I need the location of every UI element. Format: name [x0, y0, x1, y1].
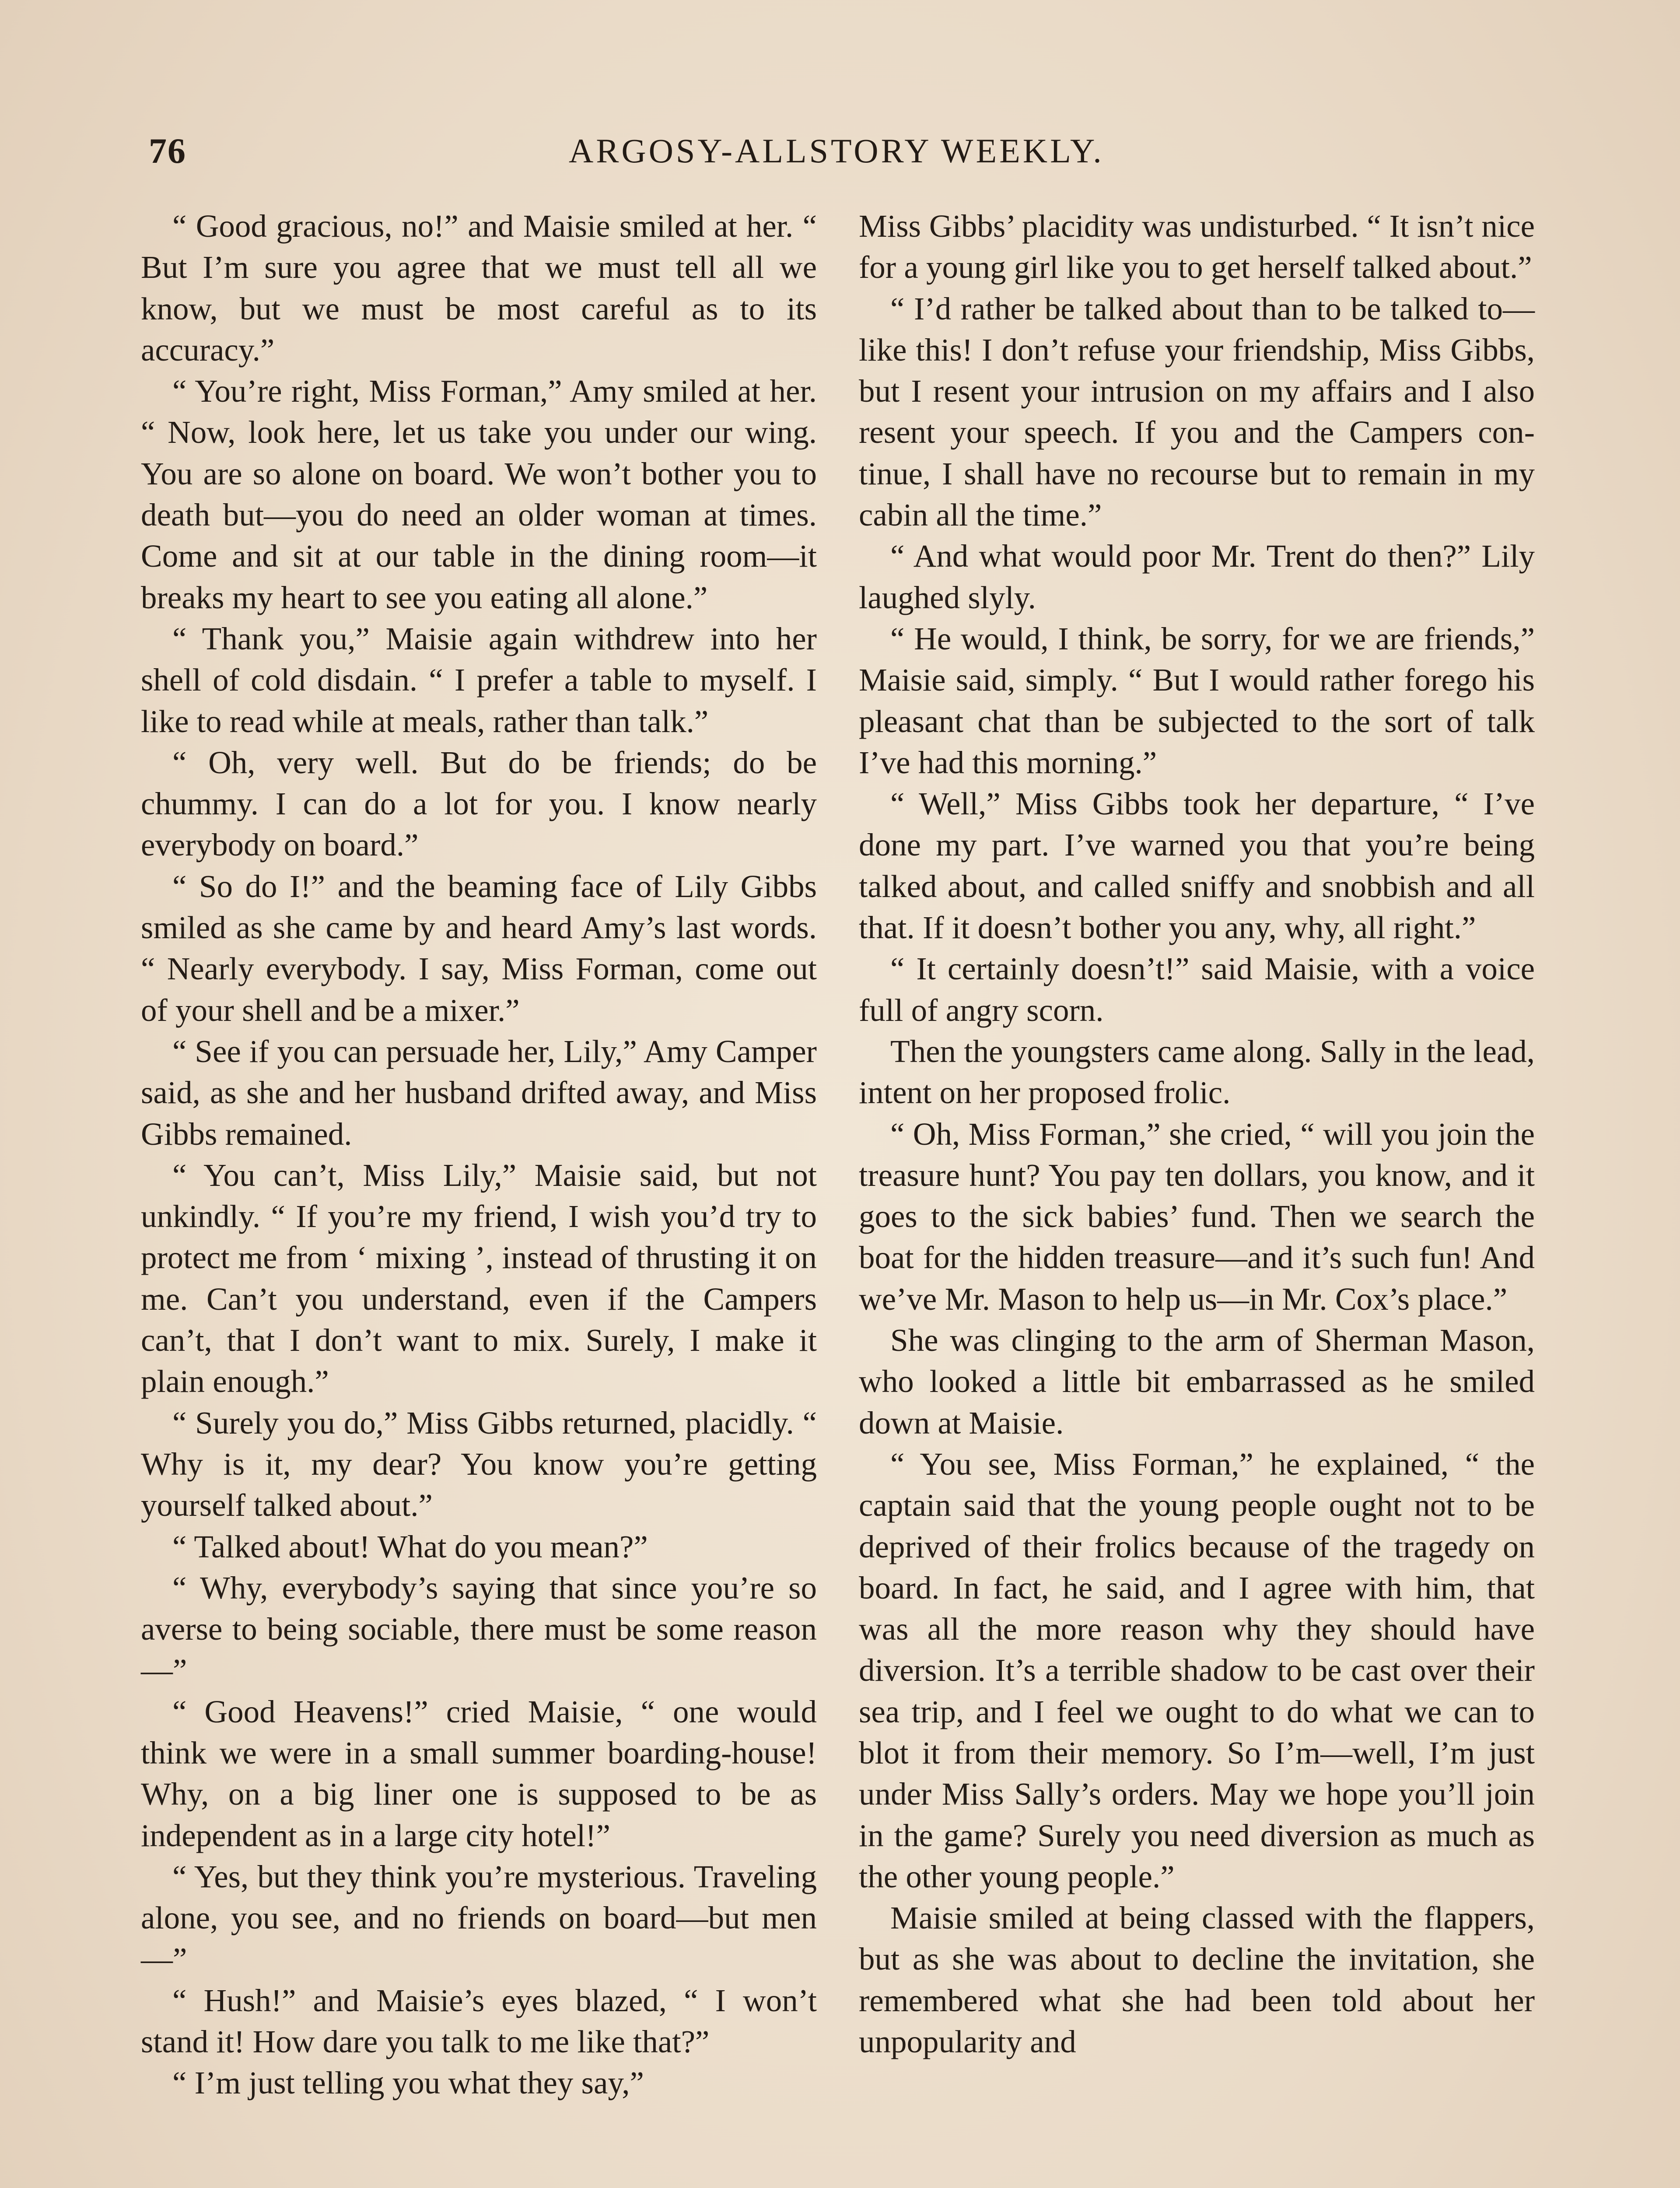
paragraph: “ Surely you do,” Miss Gibbs returned, placidly. “ Why is it, my dear? You know you’re getting yourself talked about.”: [141, 1405, 817, 1523]
paragraph: “ Hush!” and Maisie’s eyes blazed, “ I won’t stand it! How dare you talk to me like that?”: [141, 1982, 817, 2060]
paragraph: “ See if you can persuade her, Lily,” Amy Camper said, as she and her husband drifted away, and Miss Gibbs remained.: [141, 1033, 817, 1152]
paragraph: Miss Gibbs’ placidity was undisturbed. “ It isn’t nice for a young girl like you to get herself talked about.”: [859, 208, 1535, 285]
paragraph: She was clinging to the arm of Sherman Mason, who looked a little bit embarrassed as he smiled down at Maisie.: [859, 1322, 1535, 1441]
right-column: [859, 206, 1535, 2062]
paragraph: Maisie smiled at being classed with the flappers, but as she was about to decline the invitation, she remembered what she had been told about her unpopularity and: [859, 1900, 1535, 2060]
paragraph: “ I’d rather be talked about than to be talked to—like this! I don’t refuse your friendship, Miss Gibbs, but I resent your intrusion on my affairs and I also resent your speech. If you and the Campers continue, I shall have no recourse but to remain in my cabin all the time.”: [859, 291, 1535, 533]
paragraph: “ Talked about! What do you mean?”: [172, 1529, 648, 1564]
paragraph: “ So do I!” and the beaming face of Lily Gibbs smiled as she came by and heard Amy’s last words. “ Nearly everybody. I say, Miss Forman, come out of your shell and be a mixer.”: [141, 868, 817, 1028]
left-column: [141, 206, 817, 2104]
paragraph: “ Oh, very well. But do be friends; do be chummy. I can do a lot for you. I know nearly everybody on board.”: [141, 744, 817, 863]
paragraph: “ Why, everybody’s saying that since you’re so averse to being sociable, there must be some reason—”: [141, 1570, 817, 1688]
paragraph: “ I’m just telling you what they say,”: [172, 2065, 644, 2101]
paragraph: “ Oh, Miss Forman,” she cried, “ will you join the treasure hunt? You pay ten dollars, you know, and it goes to the sick babies’ fund. Then we search the boat for the hidden treasure—and it’s such fun! And we’ve Mr. Mason to help us—in Mr. Cox’s place.”: [859, 1116, 1535, 1317]
paragraph: “ And what would poor Mr. Trent do then?” Lily laughed slyly.: [859, 538, 1535, 615]
paragraph: “ Good gracious, no!” and Maisie smiled at her. “ But I’m sure you agree that we must tell all we know, but we must be most careful as to its accuracy.”: [141, 208, 817, 368]
paragraph: “ You see, Miss Forman,” he explained, “ the captain said that the young people ought not to be deprived of their frolics because of the tragedy on board. In fact, he said, and I agree with him, that was all the more reason why they should have diversion. It’s a terrible shadow to be cast over their sea trip, and I feel we ought to do what we can to blot it from their memory. So I’m—well, I’m just under Miss Sally’s orders. May we hope you’ll join in the game? Surely you need diversion as much as the other young people.”: [859, 1446, 1535, 1894]
paragraph: “ You can’t, Miss Lily,” Maisie said, but not unkindly. “ If you’re my friend, I wish you’d try to protect me from ‘ mixing ’, instead of thrusting it on me. Can’t you understand, even if the Campers can’t, that I don’t want to mix. Surely, I make it plain enough.”: [141, 1157, 817, 1399]
paragraph: “ You’re right, Miss Forman,” Amy smiled at her. “ Now, look here, let us take you under our wing. You are so alone on board. We won’t bother you to death but—you do need an older woman at times. Come and sit at our table in the dining room—it breaks my heart to see you eating all alone.”: [141, 373, 817, 615]
paragraph: “ Yes, but they think you’re mysterious. Traveling alone, you see, and no friends on board—but men—”: [141, 1858, 817, 1977]
page-number: 76: [149, 131, 186, 171]
paragraph: “ Thank you,” Maisie again withdrew into her shell of cold disdain. “ I prefer a table to myself. I like to read while at meals, rather than talk.”: [141, 621, 817, 739]
paragraph: Then the youngsters came along. Sally in the lead, intent on her proposed frolic.: [859, 1033, 1535, 1111]
page-header: [149, 127, 1540, 184]
paragraph: “ He would, I think, be sorry, for we are friends,” Maisie said, simply. “ But I would rather forego his pleasant chat than be subjected to the sort of talk I’ve had this morning.”: [859, 621, 1535, 780]
paragraph: “ It certainly doesn’t!” said Maisie, with a voice full of angry scorn.: [859, 951, 1535, 1028]
running-head: ARGOSY-ALLSTORY WEEKLY.: [569, 132, 1104, 170]
paragraph: “ Well,” Miss Gibbs took her departure, “ I’ve done my part. I’ve warned you that you’re being talked about, and called sniffy and snobbish and all that. If it doesn’t bother you any, why, all right.”: [859, 786, 1535, 946]
paragraph: “ Good Heavens!” cried Maisie, “ one would think we were in a small summer boarding-house! Why, on a big liner one is supposed to be as independent as in a large city hotel!”: [141, 1694, 817, 1853]
